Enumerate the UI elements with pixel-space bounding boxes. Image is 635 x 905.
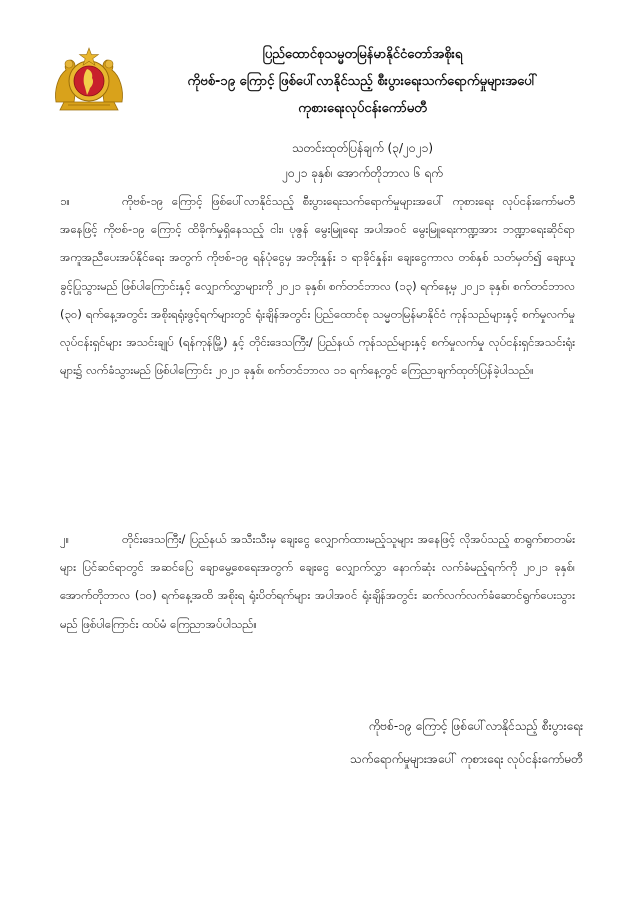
signature-line-2: သက်ရောက်မှုများအပေါ် ကုစားရေး လုပ်ငန်းကော်မတီ: [349, 752, 583, 766]
announcement-title: သတင်းထုတ်ပြန်ချက် (၃/၂၀၂၁): [292, 141, 433, 155]
paragraph-text: တိုင်းဒေသကြီး/ ပြည်နယ် အသီးသီးမှ ချေးငွေ လျှောက်ထားမည့်သူများ အနေဖြင့် လိုအပ်သည့် စာရွက်စာတမ်းများ ပြင်ဆင်ရာတွင် အဆင်ပြေ ချောမွေ့စေရေးအတွက် ချေးငွေ လျှောက်လွှာ နောက်ဆုံး လက်ခံမည့်ရက်ကို ၂၀၂၁ ခုနှစ်၊ အောက်တိုဘာလ (၁၀) ရက်နေ့အထိ အစိုးရ ရုံးပိတ်ရက်များ အပါအဝင် ရုံးချိန်အတွင်း ဆက်လက်လက်ခံဆောင်ရွက်ပေးသွားမည် ဖြစ်ပါကြောင်း ထပ်မံ ကြေညာအပ်ပါသည်။: [60, 532, 575, 631]
state-seal-emblem-icon: [52, 46, 126, 114]
header-subtitle: ကိုဗစ်-၁၉ ကြောင့် ဖြစ်ပေါ်လာနိုင်သည့် စီးပွားရေးသက်ရောက်မှုများအပေါ်: [187, 74, 538, 89]
signature-line-1: ကိုဗစ်-၁၉ ကြောင့် ဖြစ်ပေါ်လာနိုင်သည့် စီးပွားရေး: [368, 719, 583, 733]
paragraph-number: ၁။: [60, 194, 70, 208]
header-title: ပြည်ထောင်စုသမ္မတမြန်မာနိုင်ငံတော်အစိုးရ: [262, 47, 463, 62]
paragraph-number: ၂။: [60, 532, 70, 546]
paragraph-text: ကိုဗစ်-၁၉ ကြောင့် ဖြစ်ပေါ်လာနိုင်သည့် စီးပွားရေးသက်ရောက်မှုများအပေါ် ကုစားရေး လုပ်ငန်းကော်မတီ အနေဖြင့် ကိုဗစ်-၁၉ ကြောင့် ထိခိုက်မှုရှိနေသည့် ငါး၊ ပုဇွန် မွေးမြူရေး အပါအဝင် မွေးမြူရေးကဏ္ဍအား ဘဏ္ဍာရေးဆိုင်ရာ အကူအညီပေးအပ်နိုင်ရေး အတွက် ကိုဗစ်-၁၉ ရန်ပုံငွေမှ အတိုးနှုန်း ၁ ရာခိုင်နှုန်း၊ ချေးငွေကာလ တစ်နှစ် သတ်မှတ်၍ ချေးယူ ခွင့်ပြုသွားမည် ဖြစ်ပါကြောင်းနှင့် လျှောက်လွှာများကို ၂၀၂၁ ခုနှစ်၊ စက်တင်ဘာလ (၁၃) ရက်နေ့မှ ၂၀၂၁ ခုနှစ်၊ စက်တင်ဘာလ (၃၀) ရက်နေ့အတွင်း အစိုးရရုံးဖွင့်ရက်များတွင် ရုံးချိန်အတွင်း ပြည်ထောင်စု သမ္မတမြန်မာနိုင်ငံ ကုန်သည်များနှင့် စက်မှုလက်မှုလုပ်ငန်းရှင်များ အသင်းချုပ် (ရန်ကုန်မြို့) နှင့် တိုင်းဒေသကြီး/ ပြည်နယ် ကုန်သည်များနှင့် စက်မှုလက်မှု လုပ်ငန်းရှင်အသင်းရုံးများ၌ လက်ခံသွားမည် ဖြစ်ပါကြောင်း ၂၀၂၁ ခုနှစ်၊ စက်တင်ဘာလ ၁၁ ရက်နေ့တွင် ကြေညာချက်ထုတ်ပြန်ခဲ့ပါသည်။: [60, 194, 575, 378]
header-committee: ကုစားရေးလုပ်ငန်းကော်မတီ: [298, 101, 427, 116]
paragraph-2: [60, 525, 575, 638]
announcement-date: ၂၀၂၁ ခုနှစ်၊ အောက်တိုဘာလ ၆ ရက်: [282, 166, 443, 180]
paragraph-1: [60, 187, 575, 384]
